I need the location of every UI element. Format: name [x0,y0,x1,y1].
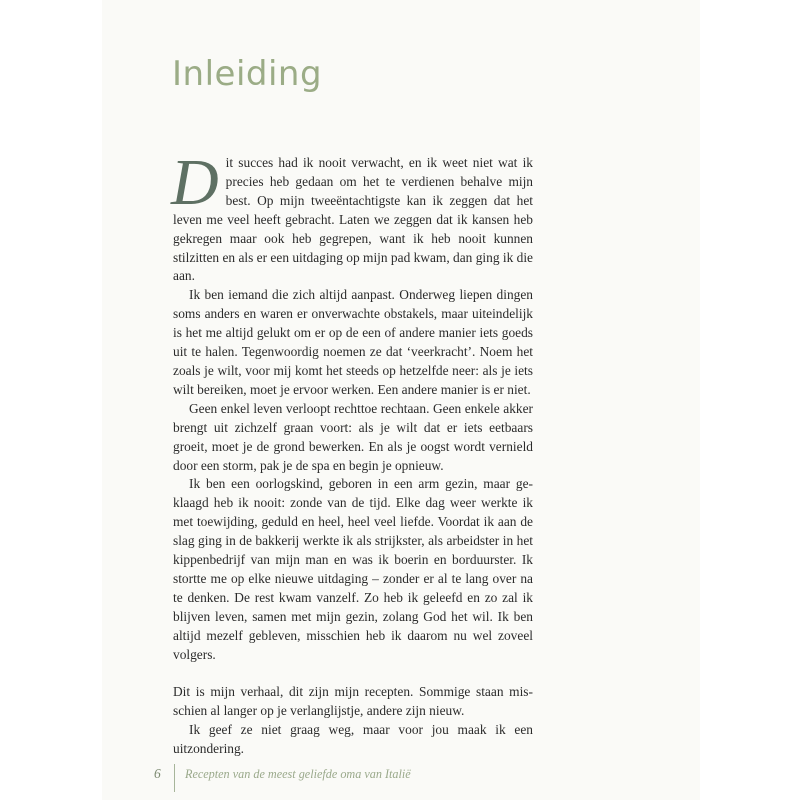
chapter-title: Inleiding [172,54,323,94]
paragraph-3: Geen enkel leven verloopt rechttoe rechtaan. Geen enkele akker brengt uit zichzelf graan voort: als je wilt dat er iets eetbaars groeit, moet je de grond bewerken. En als je oogst wordt vernield door een storm, pak je de spa en begin je opnieuw. [173,400,533,473]
running-title: Recepten van de meest geliefde oma van Italië [185,767,411,781]
footer-divider [174,764,175,792]
page-footer [0,764,800,794]
paragraph-6: Ik geef ze niet graag weg, maar voor jou maak ik een uitzondering. [173,722,533,757]
paragraph-4: Ik ben een oorlogskind, geboren in een arm gezin, maar geklaagd heb ik nooit: zonde van de tijd. Elke dag weer werkte ik met toewijding, geduld en heel, heel veel liefde. Voordat ik aan de slag ging in de bakkerij werkte ik als strijkster, als arbeidster in het kippenbedrijf van mijn man en was ik boerin en borduurster. Ik stortte me op elke nieuwe uitdaging – zonder er al te lang over na te denken. De rest kwam vanzelf. Zo heb ik geleefd en zo zal ik blijven leven, samen met mijn gezin, zolang God het wil. Ik ben altijd mezelf gebleven, misschien heb ik daarom nu wel zoveel volgers. [173,476,533,662]
page-number: 6 [154,766,161,781]
paragraph-1-text: it succes had ik nooit verwacht, en ik weet niet wat ik precies heb gedaan om het te verdienen behalve mijn best. Op mijn tweeëntachtigste kan ik zeggen dat het leven me veel heeft gebracht. Laten we zeggen dat ik kansen heb gekregen maar ook heb gegrepen, want ik heb nooit kunnen stilzitten en als er een uitdaging op mijn pad kwam, dan ging ik die aan. [173,155,533,284]
drop-cap: D [171,146,219,219]
chapter-body [171,146,533,759]
paragraph-2: Ik ben iemand die zich altijd aanpast. Onderweg liepen dingen soms anders en waren er onverwachte obstakels, maar uiteindelijk is het me altijd gelukt om er op de een of andere manier iets goeds uit te halen. Tegenwoordig noemen ze dat ‘veerkracht’. Noem het zoals je wilt, voor mij komt het steeds op hetzelfde neer: als je iets wilt bereiken, moet je ervoor werken. Een andere manier is er niet. [173,287,533,397]
paragraph-1 [171,146,533,286]
paragraph-5: Dit is mijn verhaal, dit zijn mijn recepten. Sommige staan misschien al langer op je verlanglijstje, andere zijn nieuw. [173,684,533,719]
